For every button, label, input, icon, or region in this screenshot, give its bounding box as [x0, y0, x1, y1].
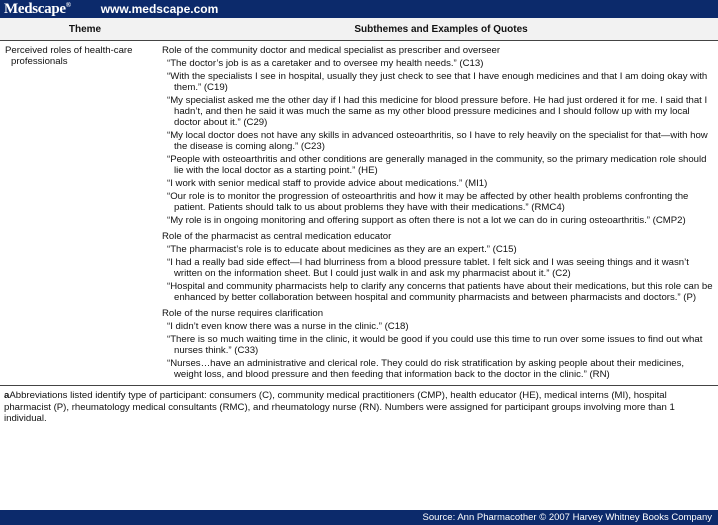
- medscape-logo[interactable]: Medscape®: [4, 0, 71, 17]
- quote: “I had a really bad side effect—I had blurriness from a blood pressure tablet. I felt sick and I was seeing things and it wasn’t written on the information sheet. But I could just walk in and ask my pharmacist about it.” (C2): [167, 257, 689, 279]
- subtheme-title: Role of the nurse requires clarification: [162, 308, 324, 319]
- source-text: Source: Ann Pharmacother © 2007 Harvey Whitney Books Company: [422, 512, 712, 523]
- theme-text: Perceived roles of health-care professionals: [5, 45, 133, 67]
- quote: “My role is in ongoing monitoring and offering support as often there is not a lot we can do in curing osteoarthritis.” (CMP2): [167, 215, 686, 226]
- quote: “With the specialists I see in hospital, usually they just check to see that I have enough medicines and that I am doing okay with them.” (C19): [167, 71, 708, 93]
- subtheme-group-pharmacist: [162, 231, 714, 303]
- footnote-marker: a: [4, 390, 10, 401]
- subtheme-title: Role of the community doctor and medical specialist as prescriber and overseer: [162, 45, 501, 56]
- quote: “People with osteoarthritis and other conditions are generally managed in the community, so the primary medication role should lie with the local doctor as a starting point.” (HE): [167, 154, 707, 176]
- quote: “My local doctor does not have any skills in advanced osteoarthritis, so I have to rely heavily on the specialist for that—with how the disease is coming along.” (C23): [167, 130, 708, 152]
- subtheme-group-doctor: [162, 45, 714, 226]
- theme-cell: [0, 45, 162, 385]
- quote: “There is so much waiting time in the clinic, it would be good if you could use this time to run over some issues to find out what nurses think.” (C33): [167, 334, 703, 356]
- source-footer-bar: [0, 510, 718, 525]
- column-header-subthemes: Subthemes and Examples of Quotes: [354, 23, 528, 35]
- table-header: [0, 18, 718, 41]
- quote: “I didn’t even know there was a nurse in the clinic.” (C18): [167, 321, 409, 332]
- subtheme-title: Role of the pharmacist as central medication educator: [162, 231, 392, 242]
- quote: “Nurses…have an administrative and clerical role. They could do risk stratification by asking people about their medicines, weight loss, and blood pressure and then feeding that information back to the doctor in the clinic.” (RN): [167, 358, 685, 380]
- subthemes-cell: [162, 45, 718, 385]
- site-url[interactable]: www.medscape.com: [100, 2, 219, 16]
- subtheme-group-nurse: [162, 308, 714, 380]
- table-body: [0, 41, 718, 385]
- footnote-text: Abbreviations listed identify type of participant: consumers (C), community medical practitioners (CMP), health educator (HE), medical interns (MI), hospital pharmacist (P), rheumatology medical consultants (RMC), and rheumatology nurse (RN). Numbers were assigned for participant groups involving more than 1 individual.: [4, 390, 675, 424]
- table-footnote: [0, 385, 718, 425]
- quote: “I work with senior medical staff to provide advice about medications.” (MI1): [167, 178, 488, 189]
- column-header-theme: Theme: [68, 23, 102, 35]
- quote: “Hospital and community pharmacists help to clarify any concerns that patients have about their medications, but this role can be enhanced by better collaboration between hospital and community pharmacists and between pharmacists and doctors.” (P): [167, 281, 713, 303]
- quote: “The doctor’s job is as a caretaker and to oversee my health needs.” (C13): [167, 58, 484, 69]
- medscape-header-bar: [0, 0, 718, 18]
- quote: “My specialist asked me the other day if I had this medicine for blood pressure before. He had just ordered it for me. I said that I hadn’t, and then he said it was much the same as my other blood pressure medicines and I should follow up with my local doctor about it.” (C29): [167, 95, 708, 128]
- quote: “Our role is to monitor the progression of osteoarthritis and how it may be affected by other health problems confronting the patient. Patients should talk to us about problems they have with their medications.” (RMC4): [167, 191, 689, 213]
- quote: “The pharmacist’s role is to educate about medicines as they are an expert.” (C15): [167, 244, 517, 255]
